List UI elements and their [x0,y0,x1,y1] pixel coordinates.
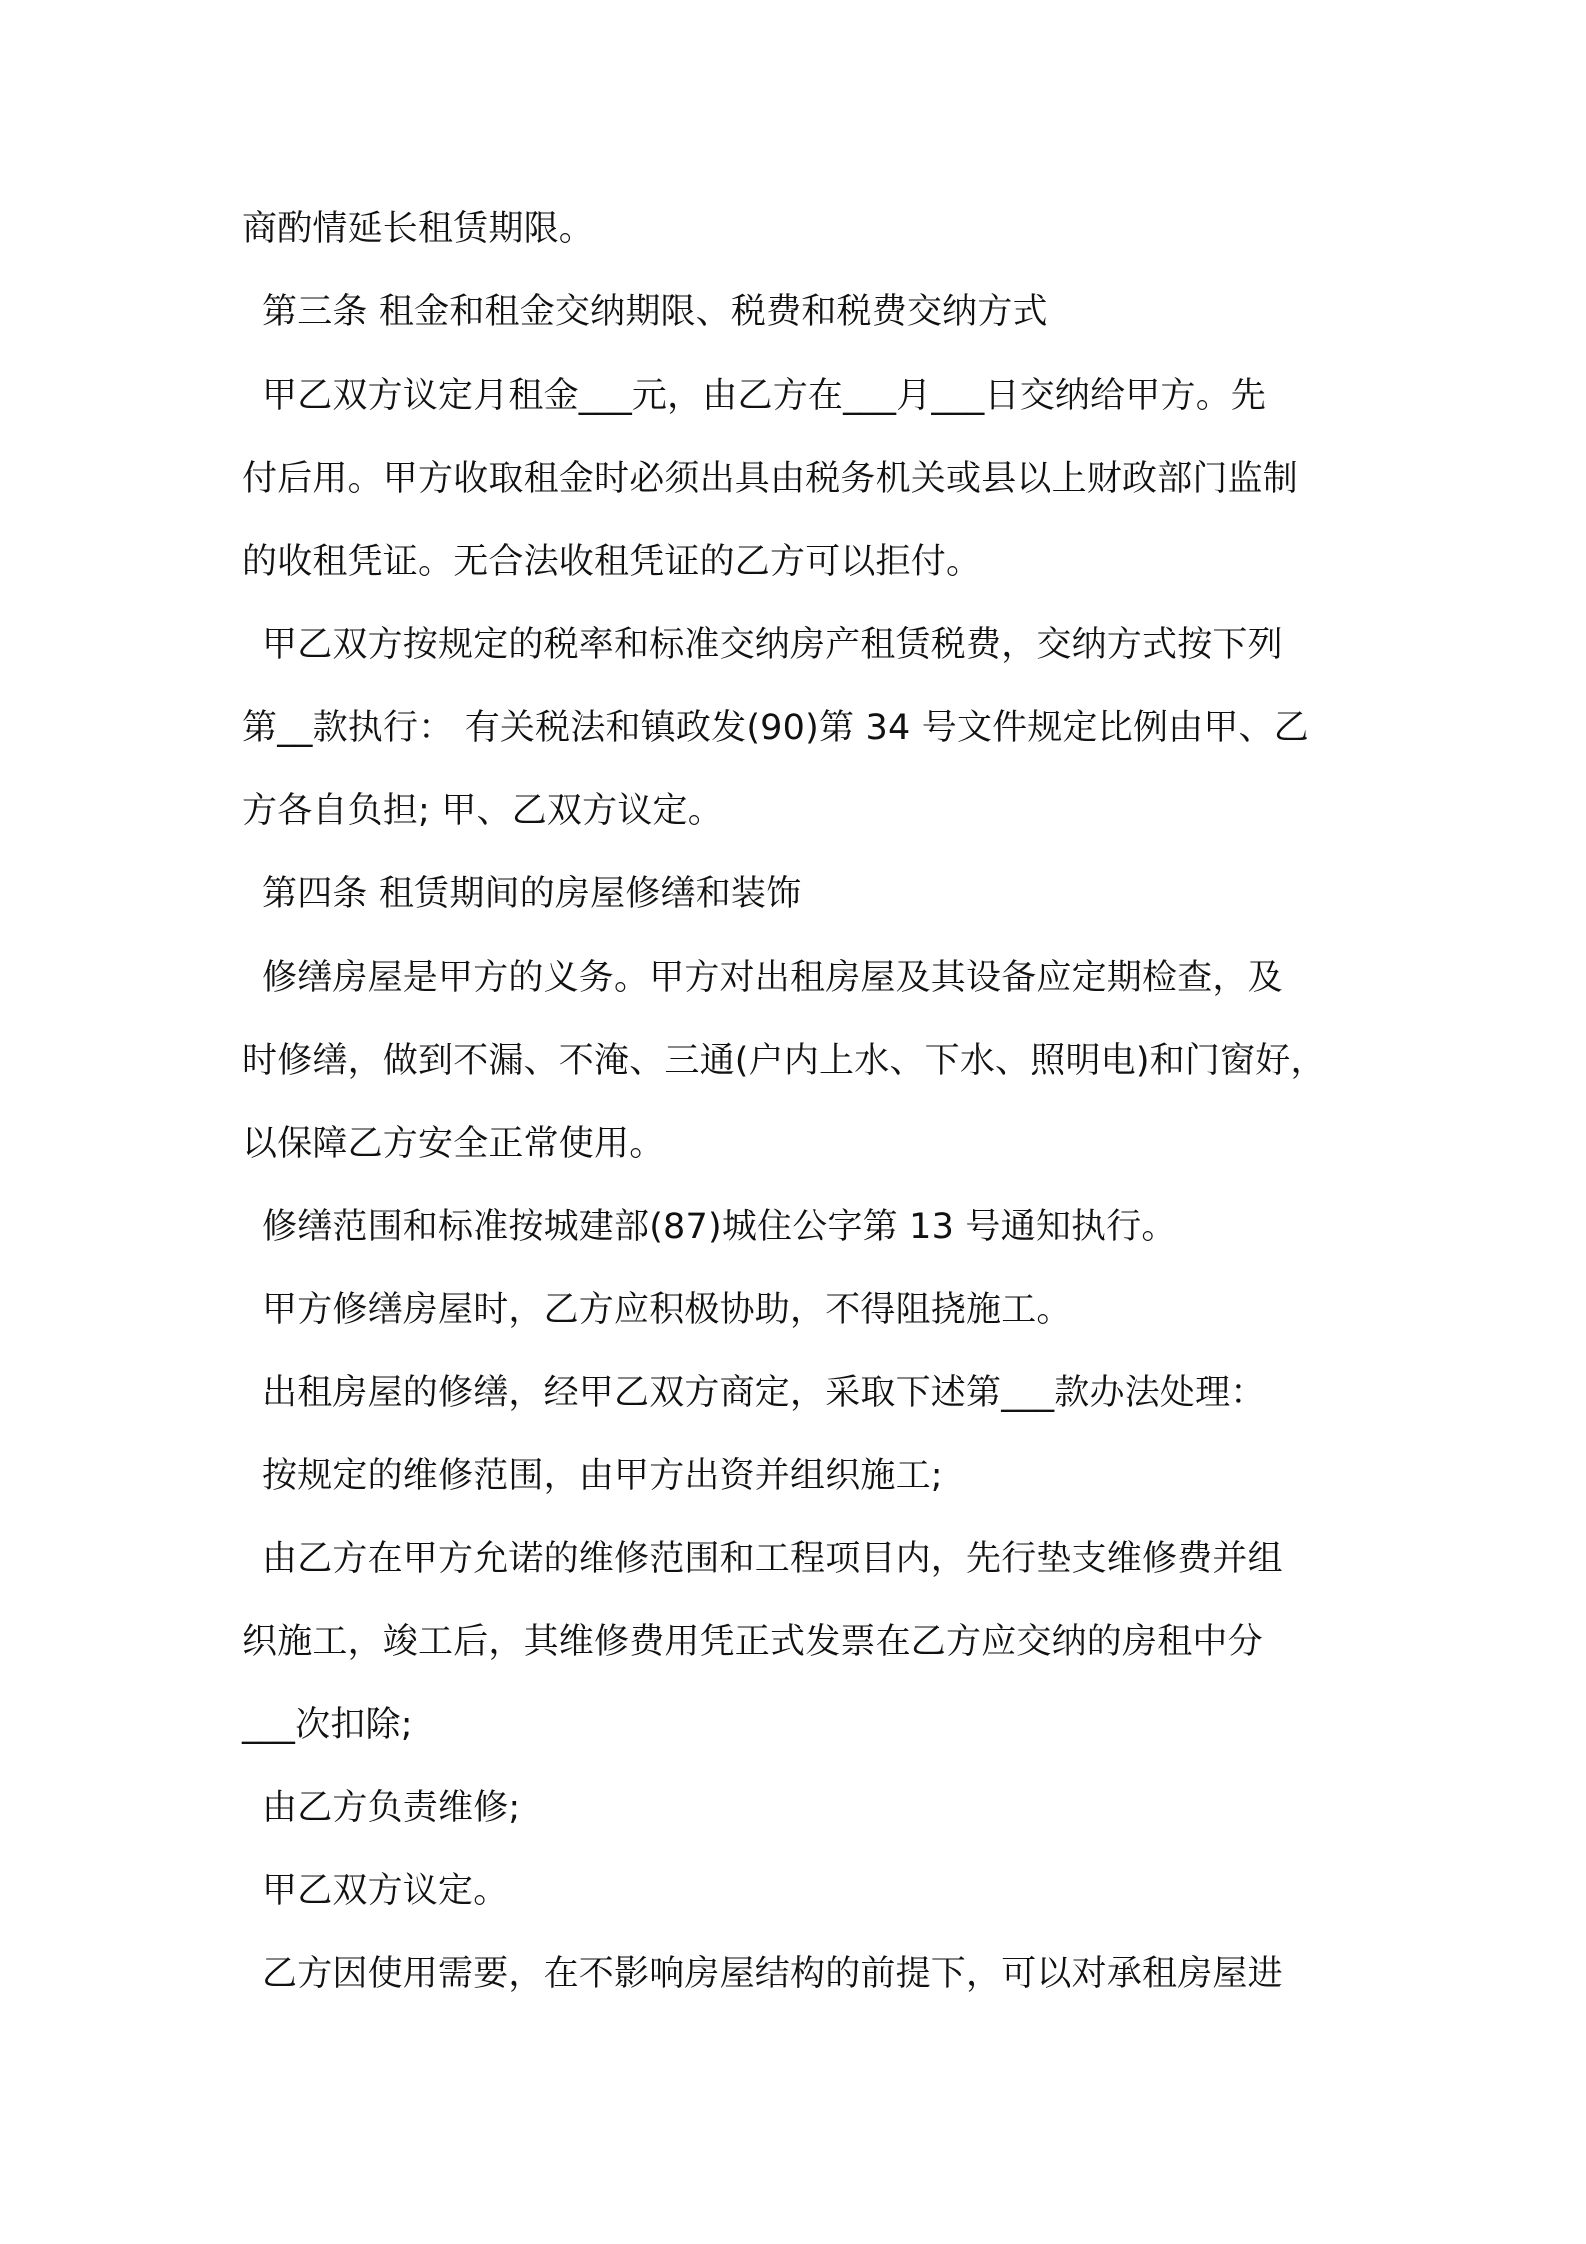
text-line-10: 修缮房屋是甲方的义务。甲方对出租房屋及其设备应定期检查，及 [262,958,1283,998]
text-line-16: 按规定的维修范围，由甲方出资并组织施工; [262,1456,943,1496]
text-line-19: ___次扣除; [242,1705,413,1745]
text-line-22: 乙方因使用需要，在不影响房屋结构的前提下，可以对承租房屋进 [262,1954,1283,1994]
text-line-15: 出租房屋的修缮，经甲乙双方商定，采取下述第___款办法处理： [262,1373,1266,1413]
text-line-13: 修缮范围和标准按城建部(87)城住公字第 13 号通知执行。 [262,1207,1177,1247]
text-line-4: 付后用。甲方收取租金时必须出具由税务机关或县以上财政部门监制 [242,459,1299,499]
text-line-8: 方各自负担; 甲、乙双方议定。 [242,791,723,831]
text-line-3: 甲乙双方议定月租金___元，由乙方在___月___日交纳给甲方。先 [262,376,1267,416]
article-3-heading: 第三条 租金和租金交纳期限、税费和税费交纳方式 [262,292,1048,332]
text-line-12: 以保障乙方安全正常使用。 [242,1124,665,1164]
text-line-17: 由乙方在甲方允诺的维修范围和工程项目内，先行垫支维修费并组 [262,1539,1283,1579]
text-line-14: 甲方修缮房屋时，乙方应积极协助，不得阻挠施工。 [262,1290,1072,1330]
article-4-heading: 第四条 租赁期间的房屋修缮和装饰 [262,874,802,914]
text-line-11: 时修缮，做到不漏、不淹、三通(户内上水、下水、照明电)和门窗好， [242,1041,1326,1081]
text-line-7: 第__款执行： 有关税法和镇政发(90)第 34 号文件规定比例由甲、乙 [242,708,1309,748]
text-line-20: 由乙方负责维修; [262,1788,521,1828]
text-line-1: 商酌情延长租赁期限。 [242,209,595,249]
text-line-18: 织施工，竣工后，其维修费用凭正式发票在乙方应交纳的房租中分 [242,1622,1263,1662]
text-line-5: 的收租凭证。无合法收租凭证的乙方可以拒付。 [242,542,982,582]
text-line-6: 甲乙双方按规定的税率和标准交纳房产租赁税费，交纳方式按下列 [262,625,1283,665]
text-line-21: 甲乙双方议定。 [262,1871,509,1911]
